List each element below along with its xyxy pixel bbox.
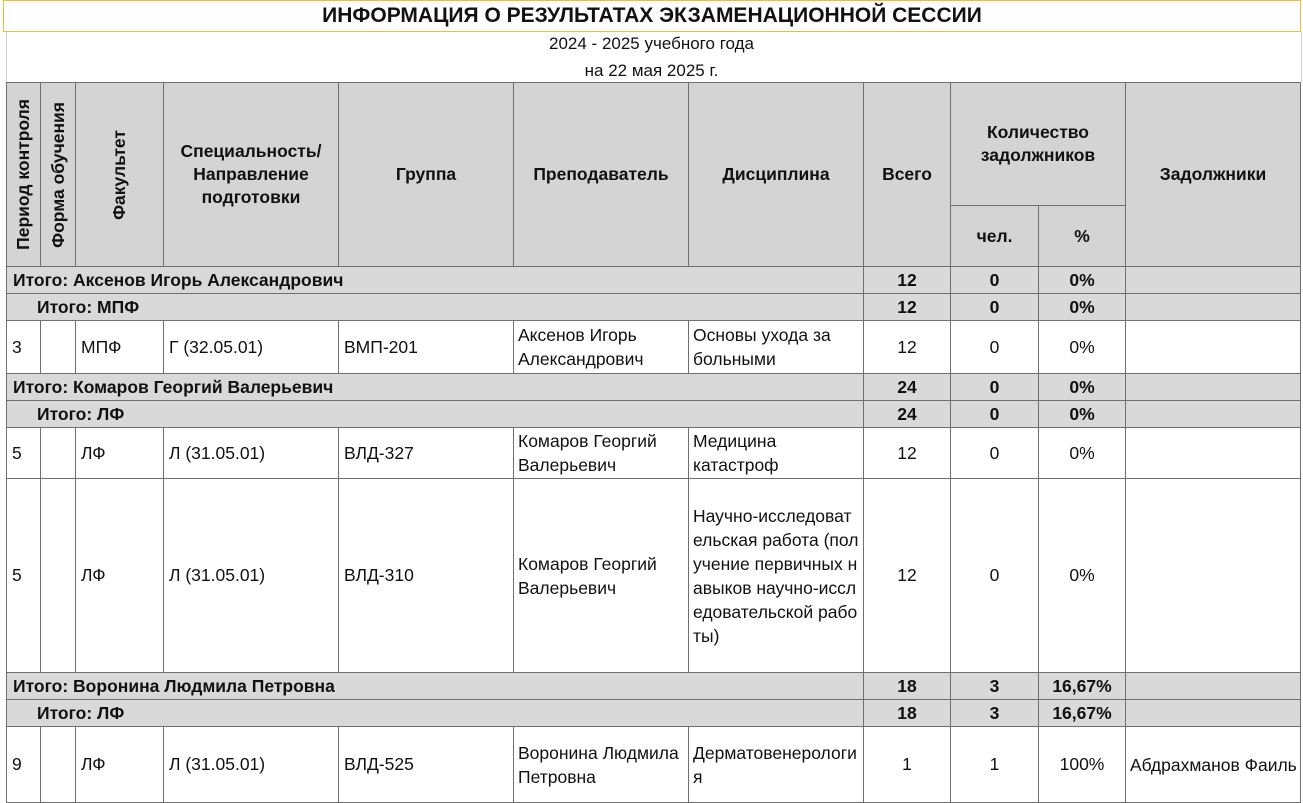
cell-specialty: Л (31.05.01) [164, 479, 339, 673]
summary-percent: 16,67% [1039, 673, 1126, 700]
cell-group: ВЛД-310 [339, 479, 514, 673]
grid-line [6, 32, 7, 82]
summary-row [7, 401, 1301, 428]
summary-total: 24 [864, 401, 951, 428]
summary-people: 0 [951, 401, 1039, 428]
cell-period: 5 [7, 479, 41, 673]
summary-label: Итого: Воронина Людмила Петровна [7, 673, 864, 700]
summary-label: Итого: ЛФ [7, 401, 864, 428]
cell-total: 12 [864, 479, 951, 673]
cell-debtors: Абдрахманов Фаиль [1126, 727, 1301, 803]
cell-period: 5 [7, 428, 41, 479]
header-discipline: Дисциплина [689, 83, 864, 267]
cell-debtors [1126, 479, 1301, 673]
cell-teacher: Аксенов Игорь Александрович [514, 321, 689, 374]
table-row [7, 479, 1301, 673]
cell-total: 12 [864, 321, 951, 374]
cell-percent: 100% [1039, 727, 1126, 803]
summary-percent: 0% [1039, 374, 1126, 401]
header-total: Всего [864, 83, 951, 267]
cell-percent: 0% [1039, 321, 1126, 374]
cell-specialty: Г (32.05.01) [164, 321, 339, 374]
cell-form [41, 321, 76, 374]
cell-specialty: Л (31.05.01) [164, 727, 339, 803]
cell-discipline: Основы ухода за больными [689, 321, 864, 374]
cell-teacher: Комаров Георгий Валерьевич [514, 479, 689, 673]
cell-faculty: ЛФ [76, 727, 164, 803]
cell-percent: 0% [1039, 428, 1126, 479]
summary-people: 0 [951, 267, 1039, 294]
cell-discipline: Научно-исследовательская работа (получение первичных навыков научно-исследовательской работы) [689, 479, 864, 673]
cell-people: 0 [951, 321, 1039, 374]
summary-total: 24 [864, 374, 951, 401]
summary-label: Итого: ЛФ [7, 700, 864, 727]
cell-faculty: ЛФ [76, 479, 164, 673]
cell-discipline: Медицина катастроф [689, 428, 864, 479]
summary-debtors [1126, 700, 1301, 727]
table-row [7, 321, 1301, 374]
table-row [7, 727, 1301, 803]
header-faculty: Факультет [76, 83, 164, 267]
summary-people: 0 [951, 294, 1039, 321]
summary-people: 0 [951, 374, 1039, 401]
cell-group: ВМП-201 [339, 321, 514, 374]
summary-debtors [1126, 267, 1301, 294]
summary-percent: 16,67% [1039, 700, 1126, 727]
summary-row [7, 700, 1301, 727]
summary-people: 3 [951, 700, 1039, 727]
header-period: Период контроля [7, 83, 41, 267]
grid-line [1301, 32, 1302, 82]
report-title: ИНФОРМАЦИЯ О РЕЗУЛЬТАТАХ ЭКЗАМЕНАЦИОННОЙ СЕССИИ [3, 0, 1301, 32]
summary-total: 18 [864, 673, 951, 700]
summary-debtors [1126, 294, 1301, 321]
report-subtitle-year: 2024 - 2025 учебного года [549, 34, 754, 53]
summary-total: 12 [864, 294, 951, 321]
cell-people: 0 [951, 428, 1039, 479]
cell-people: 1 [951, 727, 1039, 803]
summary-total: 12 [864, 267, 951, 294]
cell-people: 0 [951, 479, 1039, 673]
header-specialty: Специальность/ Направление подготовки [164, 83, 339, 267]
summary-total: 18 [864, 700, 951, 727]
table-row [7, 428, 1301, 479]
summary-label: Итого: Аксенов Игорь Александрович [7, 267, 864, 294]
header-form: Форма обучения [41, 83, 76, 267]
header-teacher: Преподаватель [514, 83, 689, 267]
cell-form [41, 479, 76, 673]
results-table [6, 82, 1301, 803]
summary-percent: 0% [1039, 294, 1126, 321]
header-debtors-count: Количество задолжников [951, 83, 1126, 206]
cell-period: 3 [7, 321, 41, 374]
cell-group: ВЛД-327 [339, 428, 514, 479]
summary-percent: 0% [1039, 401, 1126, 428]
cell-teacher: Воронина Людмила Петровна [514, 727, 689, 803]
cell-form [41, 727, 76, 803]
header-people: чел. [951, 206, 1039, 267]
cell-debtors [1126, 321, 1301, 374]
cell-total: 1 [864, 727, 951, 803]
header-debtors: Задолжники [1126, 83, 1301, 267]
summary-debtors [1126, 673, 1301, 700]
header-percent: % [1039, 206, 1126, 267]
cell-percent: 0% [1039, 479, 1126, 673]
summary-label: Итого: МПФ [7, 294, 864, 321]
cell-teacher: Комаров Георгий Валерьевич [514, 428, 689, 479]
report-subtitle-date: на 22 мая 2025 г. [584, 61, 719, 80]
summary-label: Итого: Комаров Георгий Валерьевич [7, 374, 864, 401]
summary-percent: 0% [1039, 267, 1126, 294]
cell-period: 9 [7, 727, 41, 803]
summary-debtors [1126, 401, 1301, 428]
summary-debtors [1126, 374, 1301, 401]
cell-faculty: МПФ [76, 321, 164, 374]
cell-group: ВЛД-525 [339, 727, 514, 803]
summary-row [7, 294, 1301, 321]
cell-faculty: ЛФ [76, 428, 164, 479]
summary-row [7, 673, 1301, 700]
cell-specialty: Л (31.05.01) [164, 428, 339, 479]
header-group: Группа [339, 83, 514, 267]
cell-debtors [1126, 428, 1301, 479]
cell-form [41, 428, 76, 479]
summary-row [7, 374, 1301, 401]
summary-people: 3 [951, 673, 1039, 700]
cell-discipline: Дерматовенерология [689, 727, 864, 803]
cell-total: 12 [864, 428, 951, 479]
summary-row [7, 267, 1301, 294]
